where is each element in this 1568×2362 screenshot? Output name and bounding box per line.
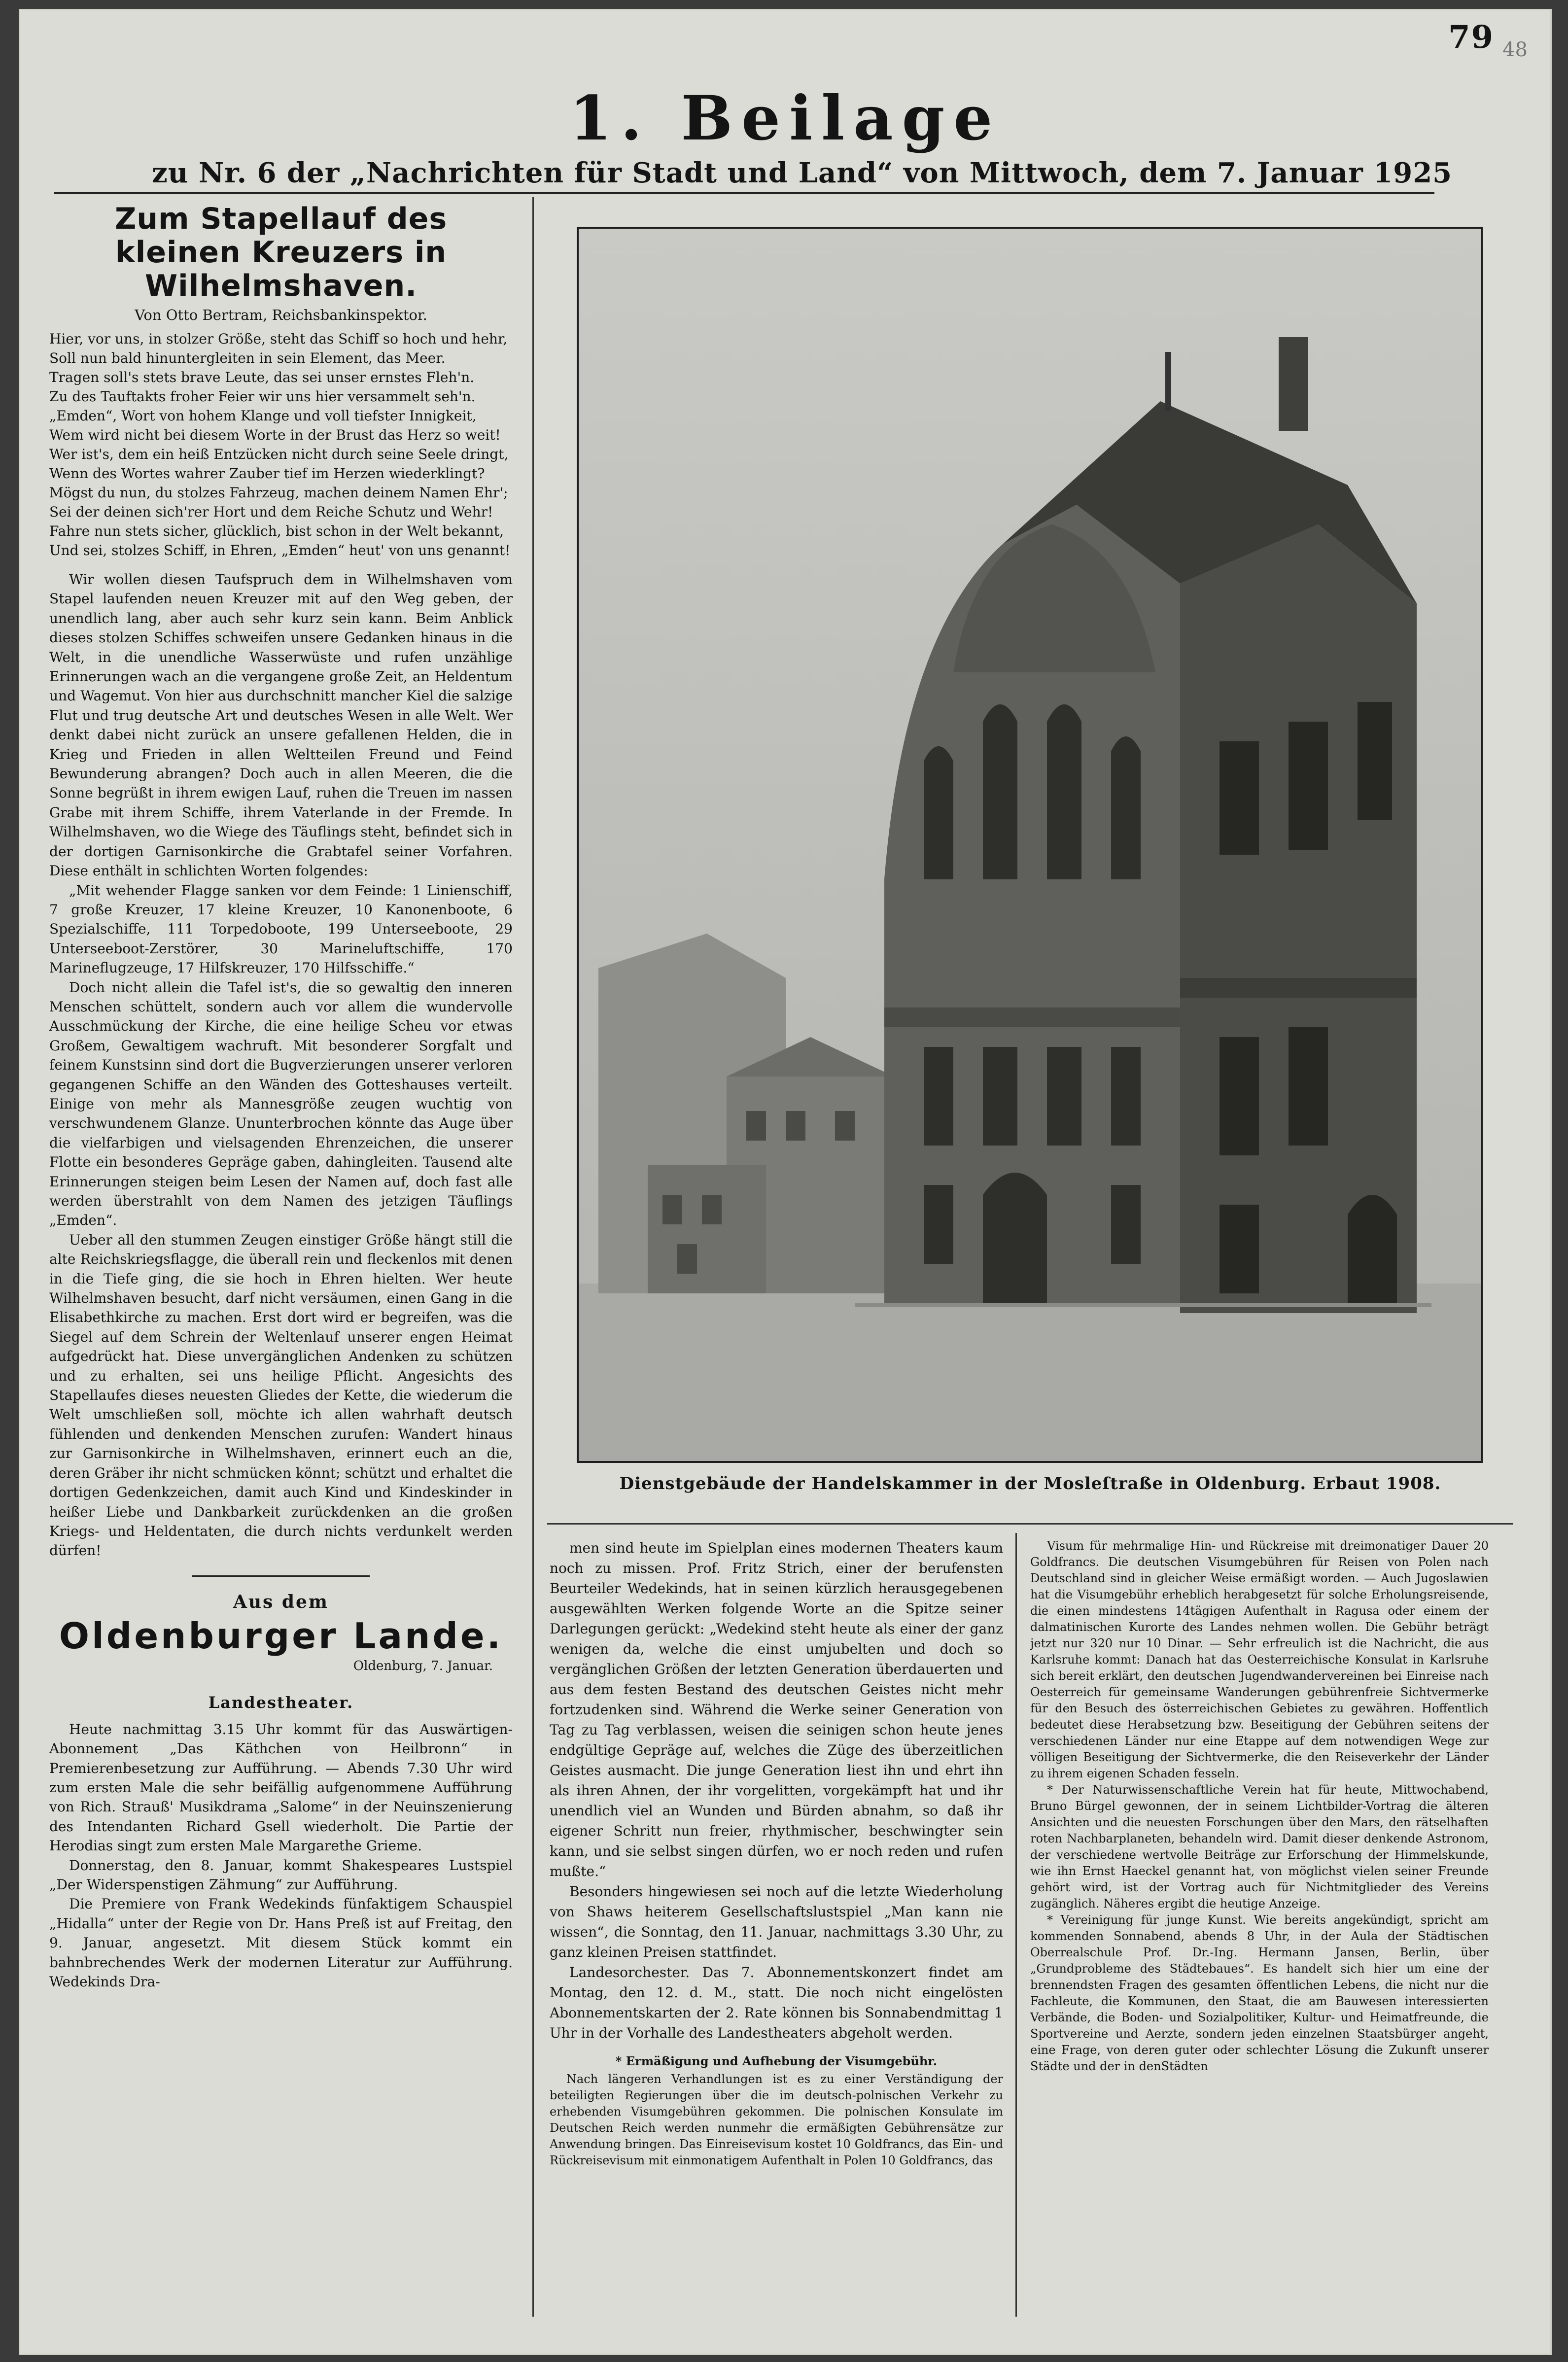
right-column-body — [1030, 1538, 1489, 2075]
visa-heading: * Ermäßigung und Aufhebung der Visumgebühr. — [615, 2054, 938, 2068]
page-number: 79 — [1448, 19, 1495, 56]
photo-caption: Dienstgebäude der Handelskammer in der Mosleſtraße in Oldenburg. Erbaut 1908. — [619, 1474, 1441, 1494]
section-title: Oldenburger Lande. — [59, 1615, 503, 1657]
paragraph: * Der Naturwissenschaftliche Verein hat für heute, Mittwochabend, Bruno Bürgel gewonnen, der in seinem Lichtbilder-Vortrag die älteren Ansichten und die neuesten Forschungen über den Mars, den rätselhaften roten Nachbarplaneten, behandeln wird. Damit dieser denkende Astronom, der verschiedene wertvolle Beiträge zur Erforschung der Himmelskunde, wie ihn Ernst Haeckel genannt hat, von möglichst vielen seiner Freunde gehört wird, ist der Vortrag auch für Nichtmitglieder des Vereins zugänglich. Näheres ergibt die heutige Anzeige. — [1030, 1783, 1489, 1910]
caption-rule — [547, 1523, 1513, 1525]
paragraph: „Emden“, Wort von hohem Klange und voll tiefster Innigkeit, — [49, 408, 477, 424]
paragraph: Und sei, stolzes Schiff, in Ehren, „Emden“ heut' von uns genannt! — [49, 542, 511, 558]
paragraph: Fahre nun stets sicher, glücklich, bist schon in der Welt bekannt, — [49, 523, 504, 539]
building-photo — [577, 227, 1483, 1463]
paragraph: Heute nachmittag 3.15 Uhr kommt für das Auswärtigen-Abonnement „Das Käthchen von Heilbronn“ in Premierenbesetzung zur Aufführung. — Abends 7.30 Uhr wird zum ersten Male die sehr beifällig aufgenommene Aufführung von Rich. Strauß' Musikdrama „Salome“ in der Neuinszenierung des Intendanten Richard Gsell wiederholt. Die Partie der Herodias singt zum ersten Male Margarethe Grieme. — [49, 1721, 513, 1854]
poem-verses — [49, 329, 513, 560]
paragraph: Wenn des Wortes wahrer Zauber tief im Herzen wiederklingt? — [49, 465, 485, 482]
supplement-subtitle: zu Nr. 6 der „Nachrichten für Stadt und Land“ von Mittwoch, dem 7. Januar 1925 — [152, 157, 1453, 189]
paragraph: Wir wollen diesen Taufspruch dem in Wilhelmshaven vom Stapel laufenden neuen Kreuzer mit auf den Weg geben, der unendlich lang, aber auch sehr kurz sein kann. Beim Anblick dieses stolzen Schiffes schweifen unsere Gedanken hinaus in die Welt, in die unendliche Wasserwüste und rufen unzählige Erinnerungen wach an die vergangene große Zeit, an Heldentum und Wagemut. Von hier aus durchschnitt mancher Kiel die salzige Flut und trug deutsche Art und deutsches Wesen in alle Welt. Wer denkt dabei nicht zurück an unsere gefallenen Helden, die in Krieg und Frieden in allen Weltteilen Freund und Feind Bewunderung abrangen? Doch auch in allen Meeren, die die Sonne begrüßt in ihrem ewigen Lauf, ruhen die Treuen im nassen Grabe mit ihrem Schiffe, ihrem Vaterlande in der Fremde. In Wilhelmshaven, wo die Wiege des Täuflings steht, befindet sich in der dortigen Garnisonkirche die Grabtafel seiner Vorfahren. Diese enthält in schlichten Worten folgendes: — [49, 571, 513, 879]
theater-heading: Landestheater. — [208, 1693, 354, 1712]
building-illustration — [579, 229, 1481, 1461]
visa-text: Nach längeren Verhandlungen ist es zu einer Verständigung der beteiligten Regierungen über die im deutsch-polnischen Verkehr zu erhebenden Visumgebühren gekommen. Die polnischen Konsulate im Deutschen Reich werden nunmehr die ermäßigten Gebührensätze zur Anwendung bringen. Das Einreisevisum kostet 10 Goldfrancs, das Ein- und Rückreisevisum mit einmonatigem Aufenthalt in Polen 10 Goldfrancs, das — [550, 2072, 1003, 2167]
paragraph: Mögst du nun, du stolzes Fahrzeug, machen deinem Namen Ehr'; — [49, 485, 508, 501]
theater-body — [49, 1720, 513, 1992]
paragraph: Zu des Tauftakts froher Feier wir uns hier versammelt seh'n. — [49, 388, 476, 405]
section-kicker: Aus dem — [233, 1591, 329, 1612]
pencil-mark: 48 — [1502, 38, 1528, 61]
paragraph: Doch nicht allein die Tafel ist's, die so gewaltig den inneren Menschen schüttelt, sondern auch vor allem die wundervolle Ausschmückung der Kirche, die eine heilige Scheu vor etwas Großem, Gewaltigem wachruft. Mit besonderer Sorgfalt und feinem Kunstsinn sind dort die Bugverzierungen unserer verloren gegangenen Schiffe an den Wänden des Gotteshauses verteilt. Einige von mehr als Mannesgröße zeugen wuchtig von verschwundenem Glanze. Ununterbrochen könnte das Auge über die vielfarbigen und vielsagenden Ehrenzeichen, die unserer Flotte ein besonderes Gepräge gaben, dahingleiten. Tausend alte Erinnerungen steigen beim Lesen der Namen auf, doch fast alle werden überstrahlt von dem Namen des jetzigen Täuflings „Emden“. — [49, 979, 513, 1229]
left-column — [49, 197, 513, 2317]
paragraph: Besonders hingewiesen sei noch auf die letzte Wiederholung von Shaws heiterem Gesellschaftslustspiel „Man kann nie wissen“, die Sonntag, den 11. Januar, nachmittags 3.30 Uhr, zu ganz kleinen Preisen stattfindet. — [550, 1883, 1003, 1960]
section-separator — [192, 1575, 370, 1577]
column-divider-lower — [1015, 1533, 1017, 2317]
paragraph: Soll nun bald hinuntergleiten in sein Element, das Meer. — [49, 350, 446, 366]
paragraph: Donnerstag, den 8. Januar, kommt Shakespeares Lustspiel „Der Widerspenstigen Zähmung“ zur Aufführung. — [49, 1857, 513, 1893]
paragraph: Tragen soll's stets brave Leute, das sei unser ernstes Fleh'n. — [49, 369, 475, 385]
paragraph: Hier, vor uns, in stolzer Größe, steht das Schiff so hoch und hehr, — [49, 331, 508, 347]
middle-column — [550, 1538, 1003, 2327]
paragraph: Die Premiere von Frank Wedekinds fünfaktigem Schauspiel „Hidalla“ unter der Regie von Dr. Hans Preß ist auf Freitag, den 9. Januar, angesetzt. Mit diesem Stück kommt ein bahnbrechendes Werk der modernen Literatur zur Aufführung. Wedekinds Dra- — [49, 1896, 513, 1990]
header-rule — [54, 192, 1434, 194]
paragraph: Wem wird nicht bei diesem Worte in der Brust das Herz so weit! — [49, 427, 501, 443]
right-column — [1030, 1538, 1489, 2327]
middle-column-body — [550, 1538, 1003, 2043]
poem-title — [49, 202, 513, 303]
poem-author: Von Otto Bertram, Reichsbankinspektor. — [135, 307, 427, 323]
paragraph: Landesorchester. Das 7. Abonnementskonzert findet am Montag, den 12. d. M., statt. Die noch nicht eingelösten Abonnementskarten der 2. Rate können bis Sonnabendmittag 1 Uhr in der Vorhalle des Landestheaters abgeholt werden. — [550, 1964, 1003, 2041]
poem-title-line-2: Wilhelmshaven. — [144, 269, 418, 303]
paragraph: Sei der deinen sich'rer Hort und dem Reiche Schutz und Wehr! — [49, 504, 493, 520]
column-divider — [532, 197, 534, 2317]
paragraph: Ueber all den stummen Zeugen einstiger Größe hängt still die alte Reichskriegsflagge, die überall rein und fleckenlos mit denen in die Tiefe ging, die sie hoch in Ehren hielten. Wer heute Wilhelmshaven besucht, darf nicht versäumen, einen Gang in die Elisabethkirche zu machen. Erst dort wird er begreifen, was die Siegel auf dem Schrein der Weltenlauf unserer engen Heimat aufgedrückt hat. Diese unvergänglichen Andenken zu schützen und zu erhalten, sei uns heilige Pflicht. Angesichts des Stapellaufes dieses neuesten Gliedes der Kette, die wiederum die Welt umschließen soll, möchte ich allen wahrhaft deutsch fühlenden und denkenden Menschen zurufen: Wandert hinaus zur Garnisonkirche in Wilhelmshaven, erinnert euch an die, deren Gräber ihr nicht schmücken könnt; schützt und erhaltet die dortigen Gedenkzeichen, damit auch Kind und Kindeskinder in heißer Liebe und Dankbarkeit zurückdenken an die großen Kriegs- und Heldentaten, die durch nichts verdunkelt werden dürfen! — [49, 1231, 513, 1559]
article-body — [49, 570, 513, 1561]
paragraph: „Mit wehender Flagge sanken vor dem Feinde: 1 Linienschiff, 7 große Kreuzer, 17 kleine Kreuzer, 10 Kanonenboote, 6 Spezialschiffe, 111 Torpedoboote, 199 Unterseeboote, 29 Unterseeboot-Zerstörer, 30 Marineluftschiffe, 170 Marineflugzeuge, 17 Hilfskreuzer, 170 Hilfsschiffe.“ — [49, 882, 513, 976]
poem-title-line-1: Zum Stapellauf des kleinen Kreuzers in — [114, 202, 448, 270]
paragraph: Wer ist's, dem ein heiß Entzücken nicht durch seine Seele dringt, — [49, 446, 509, 462]
paragraph: * Vereinigung für junge Kunst. Wie bereits angekündigt, spricht am kommenden Sonnabend, abends 8 Uhr, in der Aula der Städtischen Oberrealschule Prof. Dr.-Ing. Hermann Jansen, Berlin, über „Grundprobleme des Städtebaues“. Es handelt sich hier um eine der brennendsten Fragen des gesamten öffentlichen Lebens, die nicht nur die Fachleute, die Kommunen, den Staat, die am Bauwesen interessierten Verbände, die Boden- und Sozialpolitiker, Kultur- und Heimatfreunde, die Sportvereine und Aerzte, sondern jeden einzelnen Staatsbürger angeht, eine Frage, von deren guter oder schlechter Lösung die Zukunft unserer Städte und der in denStädten — [1030, 1913, 1489, 2073]
paragraph: Visum für mehrmalige Hin- und Rückreise mit dreimonatiger Dauer 20 Goldfrancs. Die deutschen Visumgebühren für Reisen von Polen nach Deutschland sind in gleicher Weise ermäßigt worden. — Auch Jugoslawien hat die Visumgebühr erheblich herabgesetzt für solche Erholungsreisende, die einen mindestens 14tägigen Aufenthalt in Ragusa oder einem der dalmatinischen Kurorte des Landes nehmen wollen. Die Gebühr beträgt jetzt nur 320 nur 10 Dinar. — Sehr erfreulich ist die Nachricht, die aus Karlsruhe kommt: Danach hat das Oesterreichische Konsulat in Karlsruhe sich bereit erklärt, den deutschen Jugendwandervereinen bei Einreise nach Oesterreich für gemeinsame Wanderungen gebührenfreie Sichtvermerke für den Besuch des österreichischen Gebietes zu gewähren. Hoffentlich bedeutet diese Herabsetzung bzw. Beseitigung der Gebühren seitens der verschiedenen Länder nur eine Etappe auf dem notwendigen Wege zur völligen Beseitigung der Sichtvermerke, die den Reiseverkehr der Länder zu ihrem eigenen Schaden fesseln. — [1030, 1539, 1489, 1780]
dateline: Oldenburg, 7. Januar. — [353, 1658, 493, 1673]
paragraph: men sind heute im Spielplan eines modernen Theaters kaum noch zu missen. Prof. Fritz Strich, einer der berufensten Beurteiler Wedekinds, hat in seinen kürzlich herausgegebenen ausgewählten Werken folgende Worte an die Spitze seiner Darlegungen gerückt: „Wedekind steht heute als einer der ganz wenigen da, welche die einst umjubelten und doch so vergänglichen Größen der letzten Generation überdauerten und aus dem festen Bestand des deutschen Geistes nicht mehr fortzudenken sind. Während die Werke seiner Generation von Tag zu Tag verblassen, weisen die seinigen schon heute jenes endgültige Gepräge auf, welches die Züge des überzeitlichen Geistes ausmacht. Die junge Generation liest ihn und ehrt ihn als ihren Ahnen, der ihr vorgelitten, vorgekämpft hat und ihr unendlich viel an Wunden und Bürden abnahm, so daß ihr eigener Schritt nun freier, rhythmischer, beschwingter sein kann, und sie selbst singen dürfen, wo er noch reden und rufen mußte.“ — [550, 1540, 1003, 1879]
supplement-title: 1. Beilage — [569, 83, 1002, 154]
